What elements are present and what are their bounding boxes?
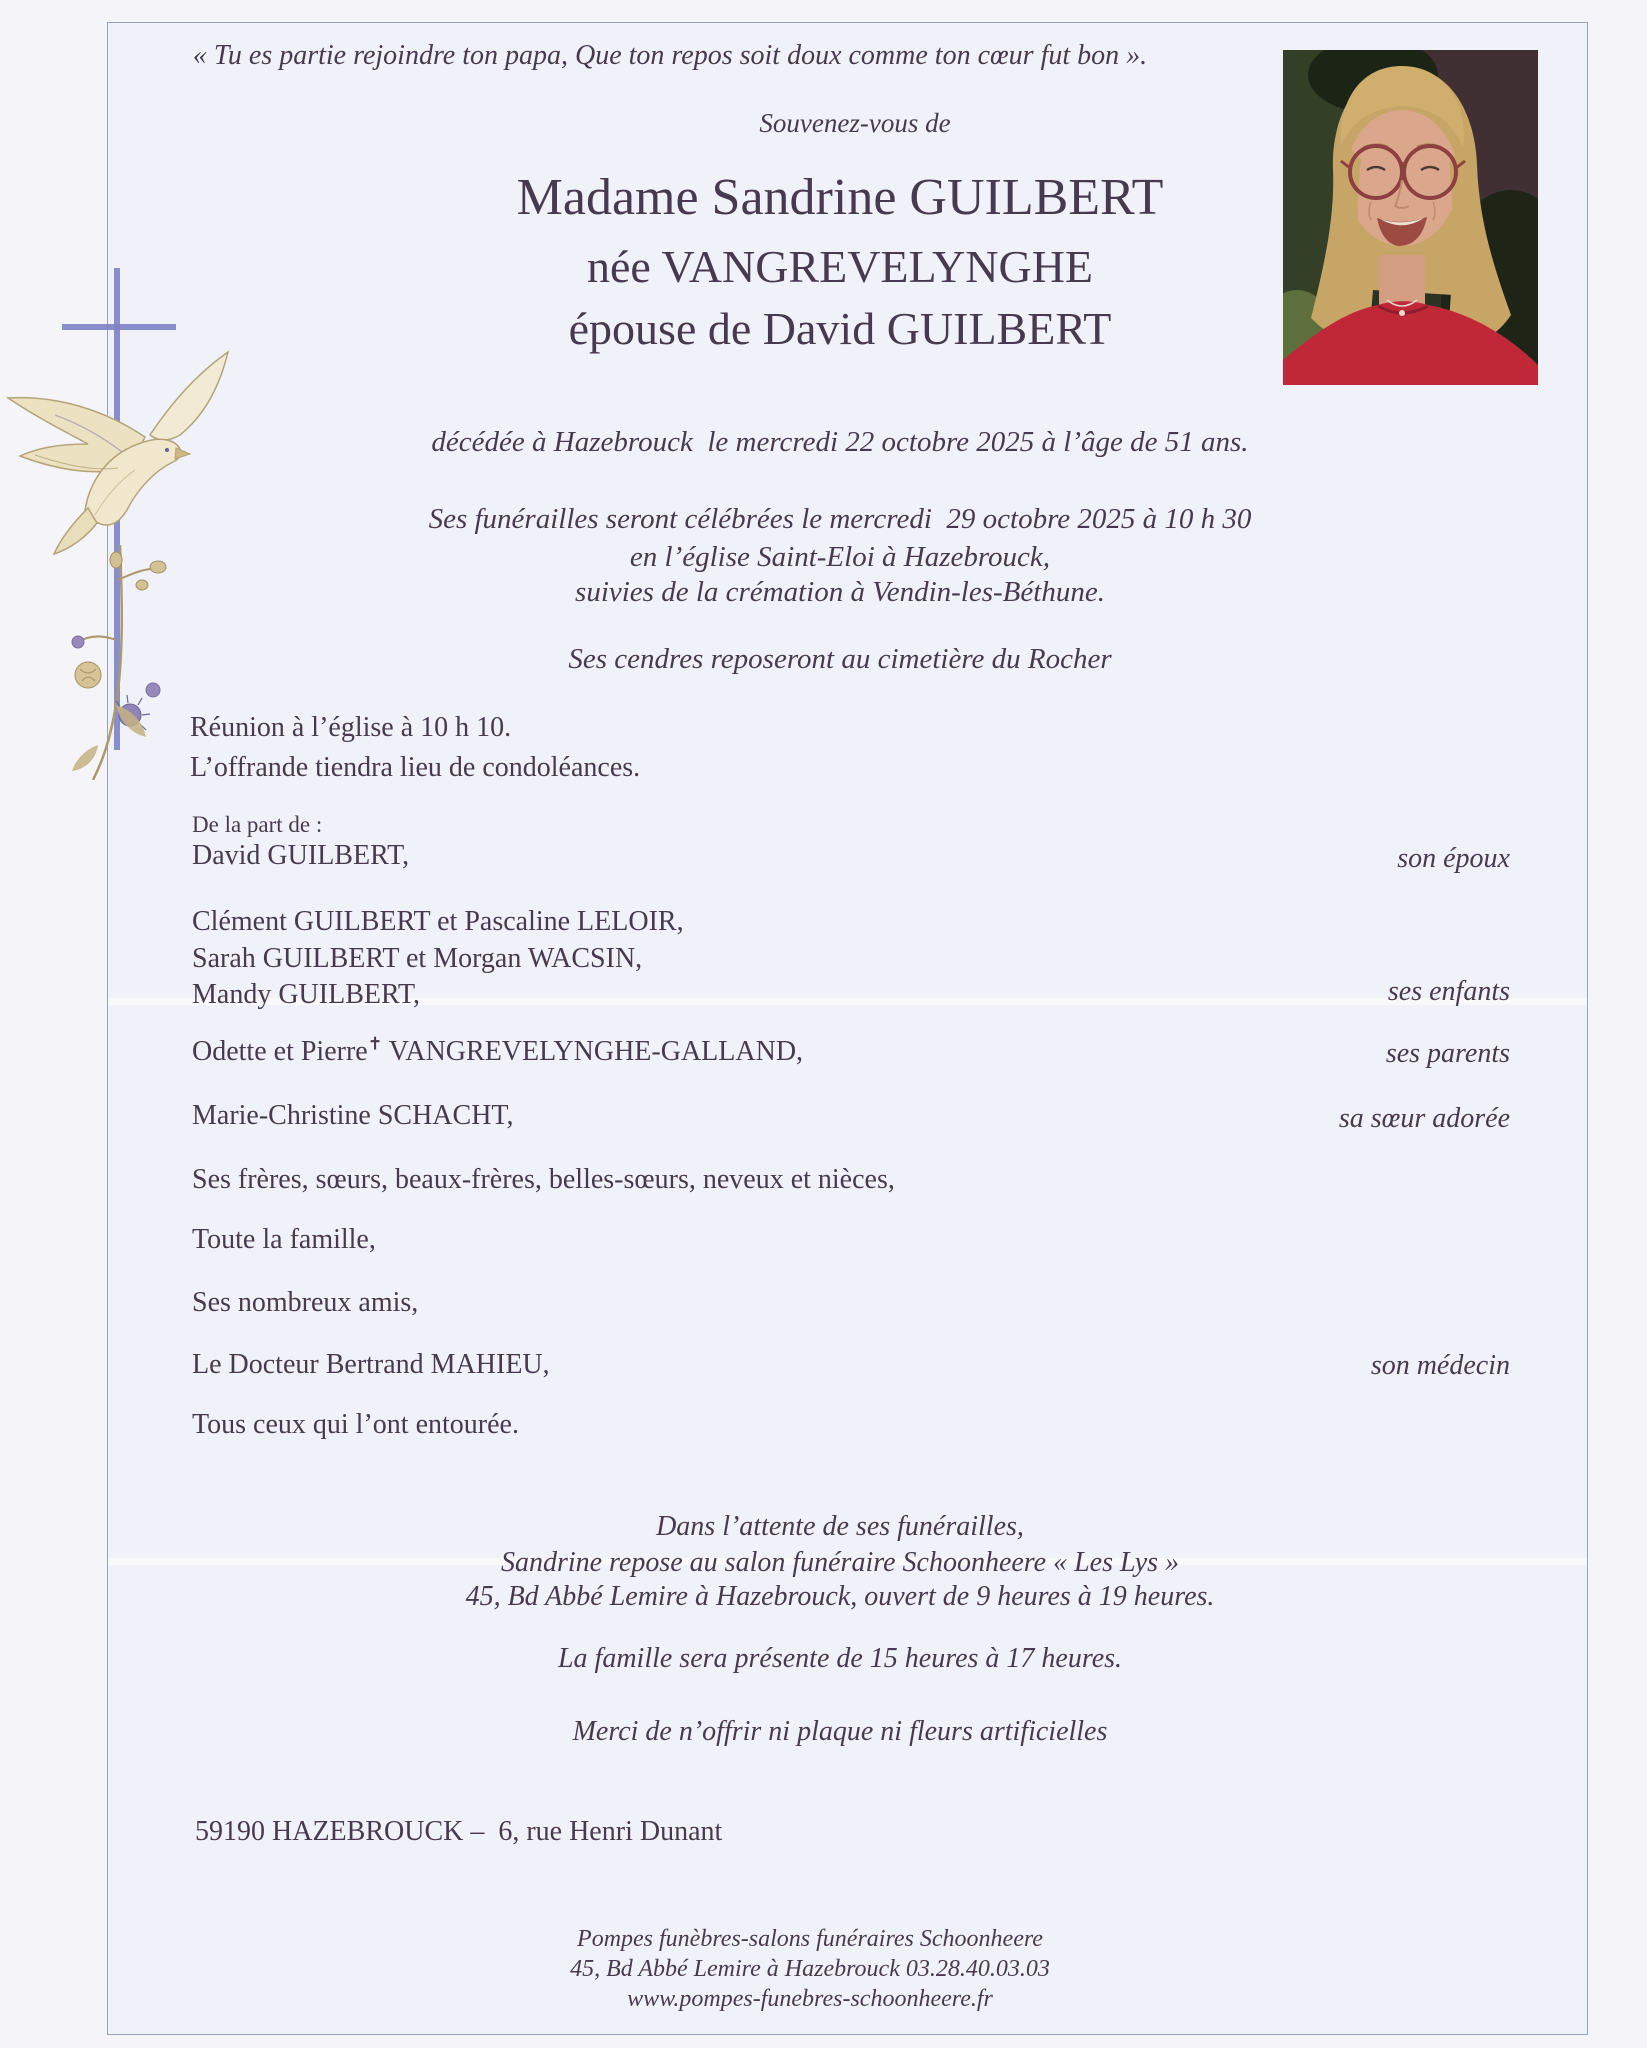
child-line-1: Clément GUILBERT et Pascaline LELOIR, <box>192 906 684 937</box>
funeral-line-2: en l’église Saint-Eloi à Hazebrouck, <box>629 541 1051 573</box>
maiden-name: née VANGREVELYNGHE <box>586 241 1094 292</box>
intro-line: Souvenez-vous de <box>759 108 951 138</box>
husband-relation: son époux <box>1397 843 1510 874</box>
ashes-line: Ses cendres reposeront au cimetière du Rocher <box>568 643 1112 675</box>
footer-company: Pompes funèbres-salons funéraires Schoonheere <box>577 1926 1043 1952</box>
child-line-2: Sarah GUILBERT et Morgan WACSIN, <box>192 943 643 974</box>
parents-name-prefix: Odette et Pierre <box>192 1036 368 1067</box>
memorial-quote: « Tu es partie rejoindre ton papa, Que ton repos soit doux comme ton cœur fut bon ». <box>192 40 1148 71</box>
friends-line: Ses nombreux amis, <box>192 1287 419 1318</box>
parents-name <box>192 1036 803 1068</box>
doctor-name: Le Docteur Bertrand MAHIEU, <box>192 1349 550 1380</box>
from-label: De la part de : <box>192 812 323 837</box>
meeting-line-2: L’offrande tiendra lieu de condoléances. <box>190 752 641 783</box>
wake-line-2: Sandrine repose au salon funéraire Schoonheere « Les Lys » <box>500 1547 1180 1578</box>
parents-name-suffix: VANGREVELYNGHE-GALLAND, <box>382 1036 804 1067</box>
children-relation: ses enfants <box>1387 976 1510 1007</box>
deceased-cross-mark: ✝ <box>367 1034 383 1054</box>
meeting-line-1: Réunion à l’église à 10 h 10. <box>190 712 512 743</box>
funeral-line-3: suivies de la crémation à Vendin-les-Béthune. <box>575 576 1105 608</box>
footer-address: 45, Bd Abbé Lemire à Hazebrouck 03.28.40.03.03 <box>570 1956 1050 1982</box>
parents-relation: ses parents <box>1385 1038 1510 1069</box>
funeral-line-1: Ses funérailles seront célébrées le mercredi 29 octobre 2025 à 10 h 30 <box>428 503 1252 535</box>
family-line: Ses frères, sœurs, beaux-frères, belles-sœurs, neveux et nièces, <box>192 1164 895 1195</box>
doctor-relation: son médecin <box>1370 1350 1510 1381</box>
deceased-name: Madame Sandrine GUILBERT <box>516 169 1164 226</box>
no-flowers-line: Merci de n’offrir ni plaque ni fleurs artificielles <box>572 1716 1108 1747</box>
wake-line-1: Dans l’attente de ses funérailles, <box>656 1511 1024 1542</box>
whole-family-line: Toute la famille, <box>192 1224 376 1255</box>
spouse-line: épouse de David GUILBERT <box>568 303 1112 354</box>
sister-name: Marie-Christine SCHACHT, <box>192 1100 514 1131</box>
presence-line: La famille sera présente de 15 heures à 17 heures. <box>557 1643 1123 1674</box>
husband-name: David GUILBERT, <box>192 840 410 871</box>
footer-website: www.pompes-funebres-schoonheere.fr <box>627 1986 993 2012</box>
wake-line-3: 45, Bd Abbé Lemire à Hazebrouck, ouvert de 9 heures à 19 heures. <box>465 1581 1215 1612</box>
sister-relation: sa sœur adorée <box>1338 1103 1510 1134</box>
death-line: décédée à Hazebrouck le mercredi 22 octobre 2025 à l’âge de 51 ans. <box>431 426 1249 458</box>
child-line-3: Mandy GUILBERT, <box>192 979 420 1010</box>
others-line: Tous ceux qui l’ont entourée. <box>192 1409 519 1440</box>
address-line: 59190 HAZEBROUCK – 6, rue Henri Dunant <box>195 1816 723 1847</box>
